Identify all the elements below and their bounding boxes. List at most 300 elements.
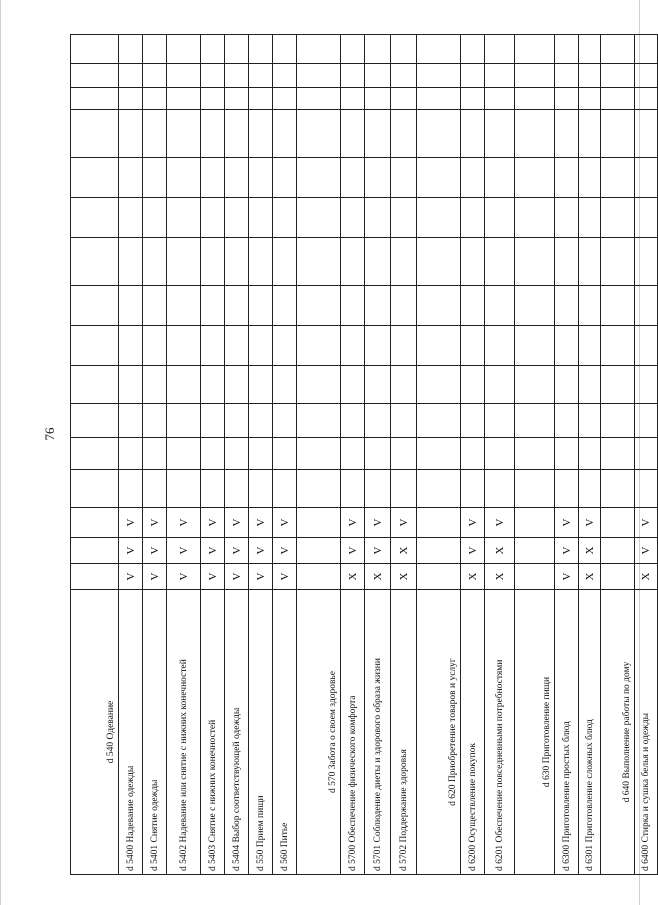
mark-cell xyxy=(515,404,555,438)
mark-cell xyxy=(143,326,167,366)
mark-cell xyxy=(71,158,119,198)
mark-cell xyxy=(417,404,461,438)
section-heading-row xyxy=(71,35,119,875)
mark-cell xyxy=(515,326,555,366)
mark-cell xyxy=(71,326,119,366)
mark-cell xyxy=(485,35,515,64)
mark-cell xyxy=(273,404,297,438)
mark-cell: X xyxy=(485,538,515,564)
mark-cell xyxy=(417,470,461,508)
mark-cell: V xyxy=(391,508,417,538)
mark-cell xyxy=(119,326,143,366)
mark-cell xyxy=(143,35,167,64)
mark-cell xyxy=(225,404,249,438)
mark-cell xyxy=(225,286,249,326)
mark-cell xyxy=(579,198,601,238)
mark-cell xyxy=(297,508,341,538)
mark-cell xyxy=(485,438,515,470)
mark-cell xyxy=(201,198,225,238)
mark-cell xyxy=(365,198,391,238)
mark-cell xyxy=(249,88,273,110)
section-heading: d 620 Приобретение товаров и услуг xyxy=(417,590,461,875)
mark-cell xyxy=(515,64,555,88)
mark-cell: V xyxy=(167,508,201,538)
mark-cell: V xyxy=(273,564,297,590)
mark-cell xyxy=(391,404,417,438)
mark-cell xyxy=(555,158,579,198)
mark-cell xyxy=(71,404,119,438)
mark-cell xyxy=(249,238,273,286)
mark-cell xyxy=(579,438,601,470)
mark-cell xyxy=(143,110,167,158)
mark-cell xyxy=(273,88,297,110)
row-label: d 5404 Выбор соответствующей одежды xyxy=(225,590,249,875)
mark-cell xyxy=(71,538,119,564)
mark-cell xyxy=(249,366,273,404)
mark-cell xyxy=(71,438,119,470)
mark-cell xyxy=(635,286,658,326)
mark-cell xyxy=(417,538,461,564)
mark-cell xyxy=(249,326,273,366)
mark-cell: V xyxy=(273,538,297,564)
mark-cell xyxy=(461,286,485,326)
mark-cell xyxy=(249,198,273,238)
mark-cell xyxy=(461,88,485,110)
mark-cell xyxy=(201,158,225,198)
mark-cell xyxy=(515,366,555,404)
table-row xyxy=(391,35,417,875)
mark-cell: V xyxy=(341,508,365,538)
table-row xyxy=(119,35,143,875)
page-number: 76 xyxy=(42,427,57,441)
mark-cell: V xyxy=(225,538,249,564)
mark-cell xyxy=(485,110,515,158)
mark-cell xyxy=(555,326,579,366)
mark-cell xyxy=(391,470,417,508)
mark-cell xyxy=(365,110,391,158)
mark-cell xyxy=(365,366,391,404)
mark-cell xyxy=(341,110,365,158)
mark-cell xyxy=(579,238,601,286)
mark-cell xyxy=(417,158,461,198)
mark-cell xyxy=(167,286,201,326)
mark-cell xyxy=(341,64,365,88)
mark-cell: V xyxy=(249,538,273,564)
mark-cell xyxy=(249,158,273,198)
mark-cell xyxy=(249,286,273,326)
table-row xyxy=(225,35,249,875)
mark-cell xyxy=(297,238,341,286)
mark-cell xyxy=(167,438,201,470)
mark-cell xyxy=(555,404,579,438)
mark-cell xyxy=(119,366,143,404)
mark-cell xyxy=(297,404,341,438)
mark-cell xyxy=(515,538,555,564)
mark-cell xyxy=(601,64,635,88)
mark-cell xyxy=(341,404,365,438)
mark-cell: X xyxy=(391,538,417,564)
mark-cell xyxy=(461,366,485,404)
mark-cell: V xyxy=(485,508,515,538)
mark-cell xyxy=(273,110,297,158)
mark-cell xyxy=(225,35,249,64)
mark-cell xyxy=(579,110,601,158)
mark-cell xyxy=(515,564,555,590)
mark-cell xyxy=(249,470,273,508)
mark-cell xyxy=(601,35,635,64)
mark-cell: V xyxy=(225,564,249,590)
mark-cell xyxy=(515,158,555,198)
mark-cell xyxy=(515,508,555,538)
mark-cell xyxy=(225,238,249,286)
mark-cell xyxy=(515,438,555,470)
mark-cell: V xyxy=(143,508,167,538)
mark-cell xyxy=(485,470,515,508)
mark-cell xyxy=(461,158,485,198)
mark-cell xyxy=(71,508,119,538)
mark-cell xyxy=(225,64,249,88)
mark-cell xyxy=(635,158,658,198)
mark-cell xyxy=(601,470,635,508)
mark-cell xyxy=(119,404,143,438)
mark-cell: X xyxy=(485,564,515,590)
mark-cell: V xyxy=(143,538,167,564)
mark-cell xyxy=(71,64,119,88)
mark-cell xyxy=(391,110,417,158)
mark-cell xyxy=(417,438,461,470)
mark-cell xyxy=(391,88,417,110)
mark-cell: V xyxy=(119,564,143,590)
mark-cell xyxy=(225,326,249,366)
mark-cell xyxy=(555,88,579,110)
mark-cell xyxy=(167,198,201,238)
mark-cell xyxy=(119,158,143,198)
mark-cell xyxy=(297,470,341,508)
mark-cell: V xyxy=(201,564,225,590)
mark-cell xyxy=(461,438,485,470)
mark-cell xyxy=(297,538,341,564)
table-row xyxy=(461,35,485,875)
table-row xyxy=(365,35,391,875)
mark-cell xyxy=(273,198,297,238)
mark-cell xyxy=(297,158,341,198)
section-heading-row xyxy=(601,35,635,875)
mark-cell xyxy=(273,470,297,508)
mark-cell xyxy=(341,438,365,470)
mark-cell xyxy=(143,158,167,198)
section-heading: d 640 Выполнение работы по дому xyxy=(601,590,635,875)
mark-cell xyxy=(341,35,365,64)
mark-cell xyxy=(71,564,119,590)
mark-cell xyxy=(601,88,635,110)
mark-cell xyxy=(201,64,225,88)
mark-cell xyxy=(225,110,249,158)
section-heading: d 630 Приготовление пищи xyxy=(515,590,555,875)
mark-cell xyxy=(601,238,635,286)
mark-cell xyxy=(143,438,167,470)
mark-cell xyxy=(119,470,143,508)
mark-cell xyxy=(635,110,658,158)
mark-cell xyxy=(71,286,119,326)
mark-cell xyxy=(579,88,601,110)
mark-cell xyxy=(515,110,555,158)
mark-cell xyxy=(579,366,601,404)
mark-cell xyxy=(485,238,515,286)
mark-cell xyxy=(297,88,341,110)
mark-cell xyxy=(601,158,635,198)
mark-cell xyxy=(167,470,201,508)
mark-cell: X xyxy=(579,538,601,564)
mark-cell: V xyxy=(635,538,658,564)
mark-cell xyxy=(579,158,601,198)
row-label: d 6300 Приготовление простых блюд xyxy=(555,590,579,875)
mark-cell xyxy=(391,286,417,326)
mark-cell xyxy=(143,238,167,286)
mark-cell xyxy=(201,110,225,158)
section-heading: d 540 Одевание xyxy=(71,590,119,875)
mark-cell xyxy=(461,238,485,286)
mark-cell xyxy=(391,64,417,88)
mark-cell xyxy=(391,238,417,286)
mark-cell xyxy=(417,326,461,366)
mark-cell xyxy=(635,366,658,404)
mark-cell xyxy=(71,88,119,110)
mark-cell xyxy=(635,88,658,110)
mark-cell xyxy=(167,64,201,88)
mark-cell xyxy=(249,404,273,438)
mark-cell xyxy=(365,470,391,508)
mark-cell xyxy=(143,88,167,110)
mark-cell xyxy=(365,158,391,198)
mark-cell xyxy=(555,238,579,286)
section-heading-row xyxy=(515,35,555,875)
mark-cell xyxy=(555,438,579,470)
mark-cell xyxy=(225,158,249,198)
mark-cell: V xyxy=(341,538,365,564)
mark-cell xyxy=(167,238,201,286)
mark-cell xyxy=(579,326,601,366)
mark-cell xyxy=(461,64,485,88)
mark-cell xyxy=(579,64,601,88)
mark-cell xyxy=(341,470,365,508)
mark-cell xyxy=(167,158,201,198)
mark-cell xyxy=(119,110,143,158)
mark-cell xyxy=(635,470,658,508)
mark-cell xyxy=(225,198,249,238)
section-heading-row xyxy=(417,35,461,875)
row-label: d 5700 Обеспечение физического комфорта xyxy=(341,590,365,875)
mark-cell xyxy=(201,35,225,64)
mark-cell xyxy=(635,438,658,470)
mark-cell xyxy=(461,470,485,508)
table-row xyxy=(249,35,273,875)
table-row xyxy=(555,35,579,875)
mark-cell xyxy=(71,35,119,64)
mark-cell xyxy=(273,366,297,404)
mark-cell xyxy=(167,326,201,366)
mark-cell xyxy=(417,286,461,326)
row-label: d 5401 Снятие одежды xyxy=(143,590,167,875)
mark-cell xyxy=(297,286,341,326)
mark-cell xyxy=(273,158,297,198)
mark-cell xyxy=(417,508,461,538)
table-row xyxy=(579,35,601,875)
mark-cell: V xyxy=(365,508,391,538)
section-heading: d 570 Забота о своем здоровье xyxy=(297,590,341,875)
mark-cell xyxy=(417,366,461,404)
mark-cell xyxy=(297,438,341,470)
mark-cell xyxy=(601,508,635,538)
mark-cell xyxy=(515,286,555,326)
mark-cell xyxy=(225,438,249,470)
table-row xyxy=(635,35,658,875)
mark-cell xyxy=(143,198,167,238)
mark-cell xyxy=(119,286,143,326)
mark-cell xyxy=(417,238,461,286)
mark-cell xyxy=(555,470,579,508)
mark-cell xyxy=(417,35,461,64)
mark-cell xyxy=(143,404,167,438)
row-label: d 5702 Поддержание здоровья xyxy=(391,590,417,875)
mark-cell xyxy=(555,198,579,238)
mark-cell xyxy=(201,438,225,470)
mark-cell xyxy=(71,238,119,286)
mark-cell xyxy=(297,64,341,88)
mark-cell xyxy=(555,366,579,404)
mark-cell xyxy=(273,438,297,470)
mark-cell: V xyxy=(201,538,225,564)
mark-cell xyxy=(225,366,249,404)
mark-cell xyxy=(485,64,515,88)
mark-cell xyxy=(365,88,391,110)
mark-cell xyxy=(249,438,273,470)
table-row xyxy=(167,35,201,875)
mark-cell: V xyxy=(461,508,485,538)
mark-cell xyxy=(601,198,635,238)
mark-cell xyxy=(341,286,365,326)
mark-cell: V xyxy=(143,564,167,590)
mark-cell xyxy=(515,198,555,238)
mark-cell xyxy=(365,35,391,64)
mark-cell xyxy=(365,64,391,88)
mark-cell xyxy=(417,64,461,88)
row-label: d 6400 Стирка и сушка белья и одежды xyxy=(635,590,658,875)
mark-cell: V xyxy=(249,508,273,538)
mark-cell xyxy=(201,286,225,326)
row-label: d 6200 Осуществление покупок xyxy=(461,590,485,875)
mark-cell xyxy=(167,366,201,404)
mark-cell xyxy=(201,238,225,286)
mark-cell xyxy=(417,88,461,110)
section-heading-row xyxy=(297,35,341,875)
mark-cell xyxy=(601,366,635,404)
mark-cell: X xyxy=(341,564,365,590)
mark-cell: V xyxy=(579,508,601,538)
mark-cell xyxy=(297,326,341,366)
mark-cell xyxy=(555,110,579,158)
mark-cell: V xyxy=(555,508,579,538)
mark-cell xyxy=(579,286,601,326)
mark-cell xyxy=(119,198,143,238)
mark-cell: V xyxy=(167,564,201,590)
mark-cell xyxy=(167,35,201,64)
mark-cell: V xyxy=(201,508,225,538)
mark-cell xyxy=(635,198,658,238)
mark-cell xyxy=(341,326,365,366)
mark-cell xyxy=(201,88,225,110)
row-label: d 5400 Надевание одежды xyxy=(119,590,143,875)
mark-cell xyxy=(71,198,119,238)
mark-cell xyxy=(297,564,341,590)
mark-cell xyxy=(71,366,119,404)
mark-cell xyxy=(365,326,391,366)
mark-cell xyxy=(601,326,635,366)
assessment-table xyxy=(70,34,658,875)
mark-cell xyxy=(341,88,365,110)
mark-cell xyxy=(515,35,555,64)
mark-cell xyxy=(201,326,225,366)
mark-cell: V xyxy=(167,538,201,564)
mark-cell xyxy=(391,438,417,470)
mark-cell xyxy=(143,470,167,508)
mark-cell xyxy=(249,64,273,88)
mark-cell xyxy=(297,198,341,238)
row-label: d 6201 Обеспечение повседневными потребностями xyxy=(485,590,515,875)
mark-cell xyxy=(365,238,391,286)
mark-cell xyxy=(485,88,515,110)
mark-cell: V xyxy=(365,538,391,564)
mark-cell xyxy=(417,198,461,238)
mark-cell xyxy=(143,366,167,404)
mark-cell: V xyxy=(555,538,579,564)
mark-cell xyxy=(119,238,143,286)
mark-cell: V xyxy=(119,508,143,538)
mark-cell xyxy=(485,286,515,326)
mark-cell: X xyxy=(579,564,601,590)
mark-cell xyxy=(297,35,341,64)
mark-cell xyxy=(601,286,635,326)
mark-cell xyxy=(635,326,658,366)
mark-cell: V xyxy=(635,508,658,538)
mark-cell xyxy=(485,404,515,438)
mark-cell xyxy=(461,404,485,438)
mark-cell xyxy=(119,88,143,110)
mark-cell xyxy=(273,326,297,366)
mark-cell xyxy=(555,64,579,88)
mark-cell xyxy=(391,158,417,198)
mark-cell xyxy=(273,64,297,88)
row-label: d 550 Прием пищи xyxy=(249,590,273,875)
mark-cell: V xyxy=(555,564,579,590)
table-row xyxy=(143,35,167,875)
row-label: d 6301 Приготовление сложных блюд xyxy=(579,590,601,875)
mark-cell: X xyxy=(461,564,485,590)
mark-cell xyxy=(341,238,365,286)
mark-cell xyxy=(515,238,555,286)
mark-cell: V xyxy=(225,508,249,538)
mark-cell xyxy=(635,238,658,286)
mark-cell xyxy=(635,64,658,88)
mark-cell xyxy=(273,286,297,326)
mark-cell xyxy=(601,438,635,470)
mark-cell xyxy=(167,110,201,158)
mark-cell xyxy=(341,198,365,238)
mark-cell: V xyxy=(461,538,485,564)
table-row xyxy=(273,35,297,875)
row-label: d 560 Питье xyxy=(273,590,297,875)
mark-cell xyxy=(71,110,119,158)
mark-cell xyxy=(391,35,417,64)
